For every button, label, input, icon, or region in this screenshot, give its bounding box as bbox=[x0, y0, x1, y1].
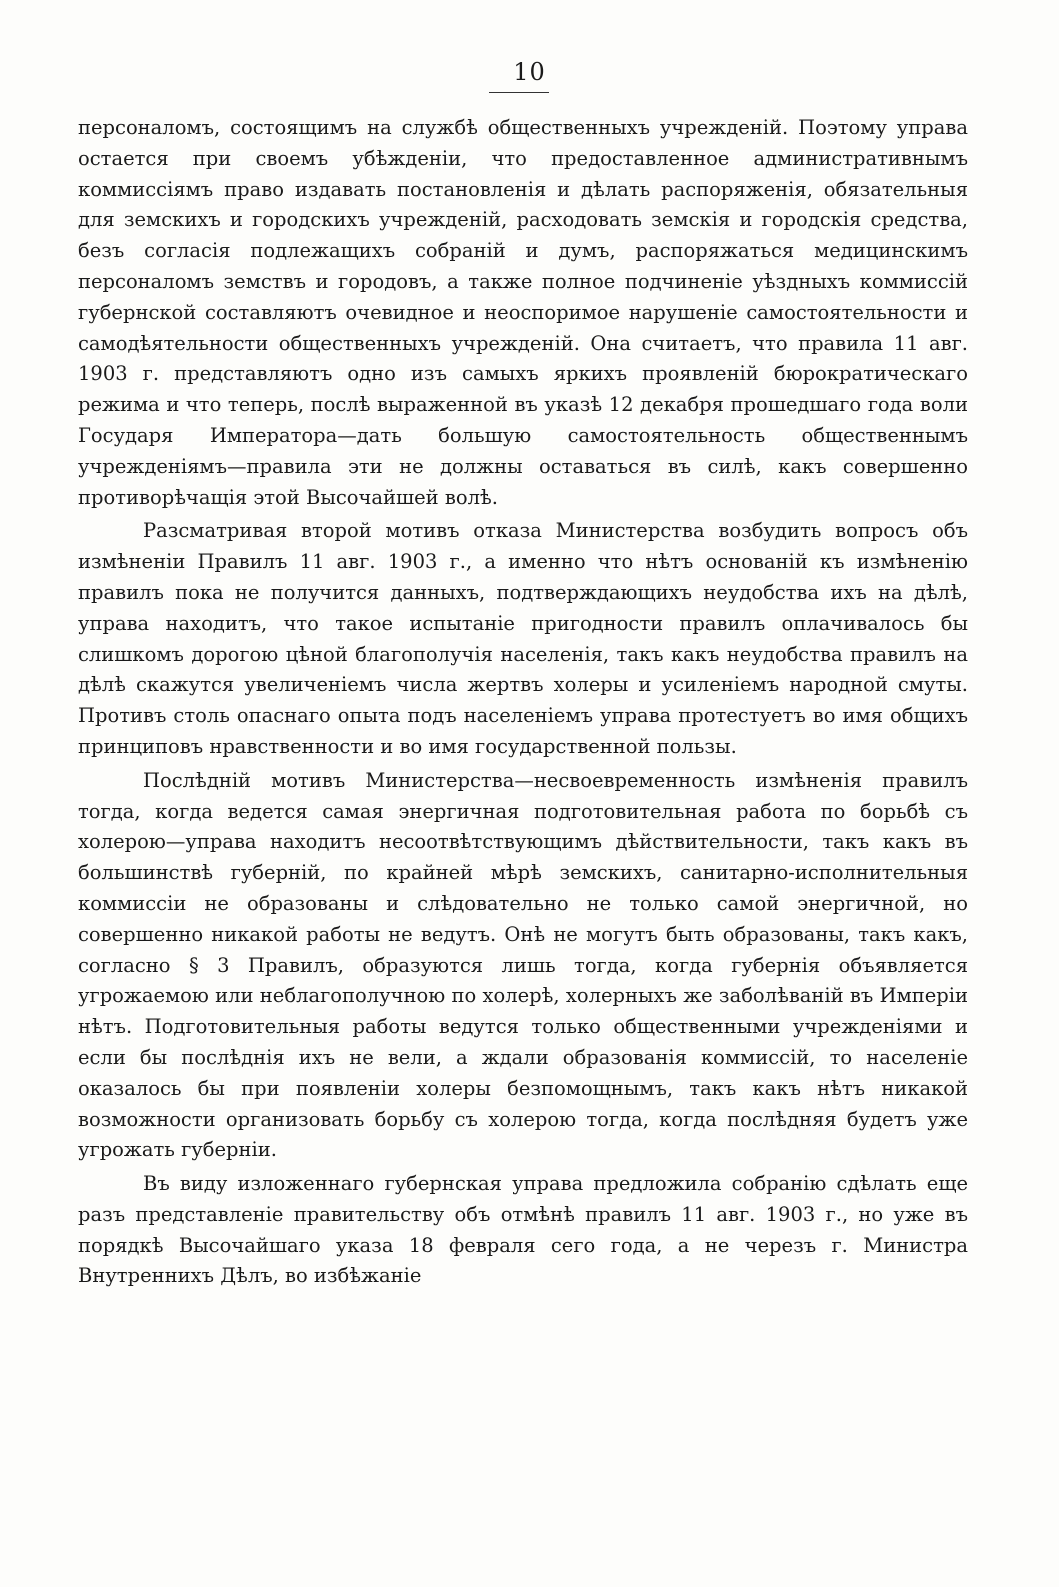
paragraph-proposal: Въ виду изложеннаго губернская управа предложила собранію сдѣлать еще разъ представленіе правительству объ отмѣнѣ правилъ 11 авг. 1903 г., но уже въ порядкѣ Высочайшаго указа 18 февраля сего года, а не черезъ г. Министра Внутреннихъ Дѣлъ, во избѣжаніе bbox=[78, 1172, 968, 1288]
page-number: 10 bbox=[513, 58, 546, 86]
paragraph-continuation: персоналомъ, состоящимъ на службѣ общественныхъ учрежденій. Поэтому управа остается при своемъ убѣжденіи, что предоставленное административнымъ коммиссіямъ право издавать постановленія и дѣлать распоряженія, обязательныя для земскихъ и городскихъ учрежденій, расходовать земскія и городскія средства, безъ согласія подлежащихъ собраній и думъ, распоряжаться медицинскимъ персоналомъ земствъ и городовъ, а также полное подчиненіе уѣздныхъ коммиссій губернской составляютъ очевидное и неоспоримое нарушеніе самостоятельности и самодѣятельности общественныхъ учрежденій. Она считаетъ, что правила 11 авг. 1903 г. представляютъ одно изъ самыхъ яркихъ проявленій бюрократическаго режима и что теперь, послѣ выраженной въ указѣ 12 декабря прошедшаго года воли Государя Императора—дать большую самостоятельность общественнымъ учрежденіямъ—правила эти не должны оставаться въ силѣ, какъ совершенно противорѣчащія этой Высочайшей волѣ. bbox=[78, 116, 968, 509]
paragraph-last-motive: Послѣдній мотивъ Министерства—несвоевременность измѣненія правилъ тогда, когда ведется самая энергичная подготовительная работа по борьбѣ съ холерою—управа находитъ несоотвѣтствующимъ дѣйствительности, такъ какъ въ большинствѣ губерній, по крайней мѣрѣ земскихъ, санитарно-исполнительныя коммиссіи не образованы и слѣдовательно не только самой энергичной, но совершенно никакой работы не ведутъ. Онѣ не могутъ быть образованы, такъ какъ, согласно § 3 Правилъ, образуются лишь тогда, когда губернія объявляется угрожаемою или неблагополучною по холерѣ, холерныхъ же заболѣваній въ Имперіи нѣтъ. Подготовительныя работы ведутся только общественными учрежденіями и если бы послѣднія ихъ не вели, а ждали образованія коммиссій, то населеніе оказалось бы при появленіи холеры безпомощнымъ, такъ какъ нѣтъ никакой возможности организовать борьбу съ холерою тогда, когда послѣдняя будетъ уже угрожать губерніи. bbox=[78, 768, 968, 1162]
paragraph-second-motive: Разсматривая второй мотивъ отказа Министерства возбудить вопросъ объ измѣненіи Правилъ 11 авг. 1903 г., а именно что нѣтъ основаній къ измѣненію правилъ пока не получится данныхъ, подтверждающихъ неудобства ихъ на дѣлѣ, управа находитъ, что такое испытаніе пригодности правилъ оплачивалось бы слишкомъ дорогою цѣной благополучія населенія, такъ какъ неудобства правилъ на дѣлѣ скажутся увеличеніемъ числа жертвъ холеры и усиленіемъ народной смуты. Противъ столь опаснаго опыта подъ населеніемъ управа протестуетъ во имя общихъ принциповъ нравственности и во имя государственной пользы. bbox=[78, 519, 968, 758]
body-text bbox=[78, 113, 968, 1292]
page-number-underline bbox=[489, 92, 549, 93]
